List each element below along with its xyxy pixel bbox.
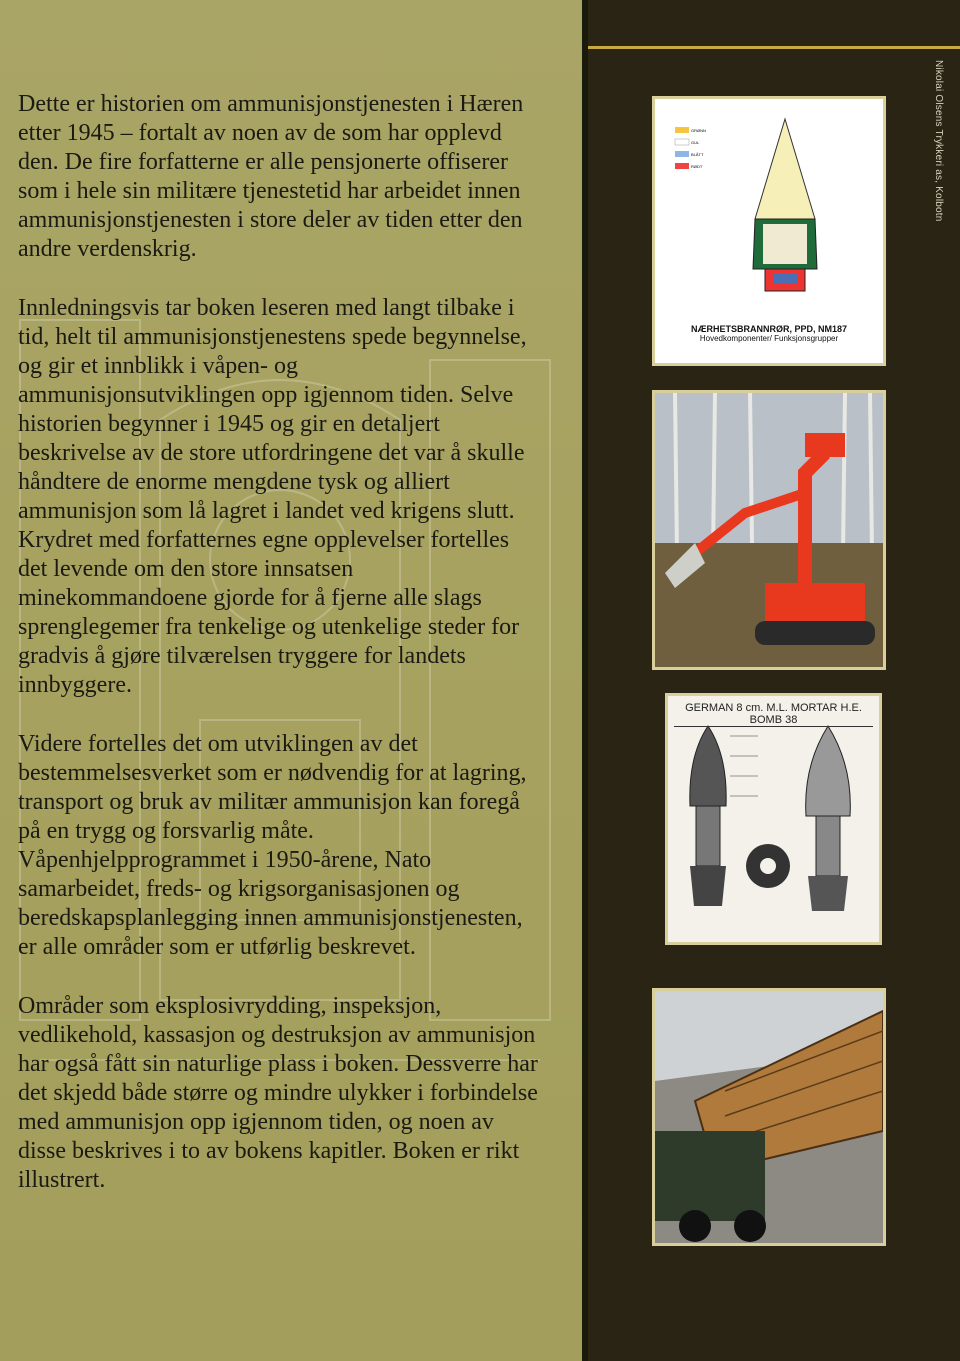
printer-credit: Nikolai Olsens Trykkeri as, Kolbotn — [933, 60, 944, 222]
gold-divider — [588, 46, 960, 49]
fuze-caption-title: NÆRHETSBRANNRØR, PPD, NM187 — [690, 324, 848, 334]
robot-photo — [652, 390, 886, 670]
description-text — [18, 90, 538, 1225]
legend-green: GRØNN — [691, 128, 706, 133]
legend-red: RØDT — [691, 164, 703, 169]
truck-loading-photo — [652, 988, 886, 1246]
fuze-caption — [655, 324, 883, 343]
legend-blue: BLÅTT — [691, 152, 704, 157]
robot-illustration — [655, 393, 883, 667]
fuze-diagram-image — [652, 96, 886, 366]
paragraph-4: Områder som eksplosivrydding, inspeksjon, vedlikehold, kassasjon og destruksjon av ammunisjon har også fått sin naturlige plass i boken. Dessverre har det skjedd både større og mindre ulykker i forbindelse med ammunisjon opp igjennom tiden, og noen av disse beskrives i to av bokens kapitler. Boken er rikt illustrert. — [18, 993, 538, 1193]
paragraph-1: Dette er historien om ammunisjonstjenesten i Hæren etter 1945 – fortalt av noen av de som har opplevd den. De fire forfatterne er alle pensjonerte offiserer som i hele sin militære tjenestetid har arbeidet innen ammunisjonstjenesten i store deler av tiden etter den andre verdenskrig. — [18, 91, 524, 262]
mortar-bomb-diagram — [665, 693, 882, 945]
paragraph-3: Videre fortelles det om utviklingen av det bestemmelsesverket som er nødvendig for at lagring, transport og bruk av militær ammunisjon kan foregå på en trygg og forsvarlig måte. Våpenhjelpprogrammet i 1950-årene, Nato samarbeidet, freds- og krigsorganisasjonen og beredskapsplanlegging innen ammunisjonstjenesten, er alle områder som er utførlig beskrevet. — [18, 731, 527, 960]
truck-illustration — [655, 991, 883, 1243]
legend-yellow: GUL — [691, 140, 700, 145]
paragraph-2: Innledningsvis tar boken leseren med langt tilbake i tid, helt til ammunisjonstjenestens spede begynnelse, og gir et innblikk i våpen- og ammunisjonsutviklingen opp igjennom tiden. Selve historien begynner i 1945 og gir en detaljert beskrivelse av de store utfordringene det var å skulle håndtere de enorme mengdene tysk og alliert ammunisjon som lå lagret i landet ved krigens slutt. Krydret med forfatternes egne opplevelser fortelles det levende om den store innsatsen minekommandoene gjorde for å fjerne alle slags sprenglegemer fra tenkelige og utenkelige steder for gradvis å gjøre tilværelsen tryggere for landets innbyggere. — [18, 295, 527, 698]
fuze-cross-section-drawing — [655, 99, 883, 299]
fuze-caption-subtitle: Hovedkomponenter/ Funksjonsgrupper — [699, 334, 839, 343]
mortar-bomb-drawing — [668, 696, 879, 942]
mortar-diagram-title: GERMAN 8 cm. M.L. MORTAR H.E. BOMB 38 — [674, 702, 873, 727]
